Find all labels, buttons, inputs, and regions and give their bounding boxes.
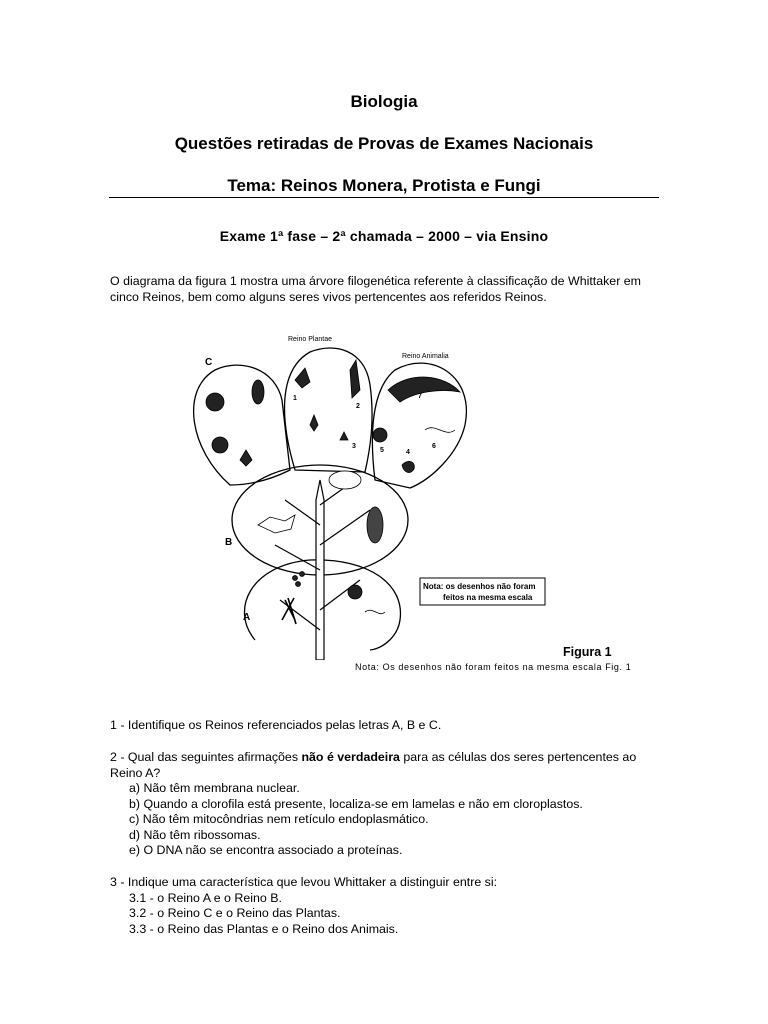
svg-text:1: 1 bbox=[293, 395, 297, 402]
bacteria-colony-icon bbox=[348, 585, 362, 599]
exam-heading: Exame 1ª fase – 2ª chamada – 2000 – via Ensino bbox=[219, 228, 549, 244]
morel-icon bbox=[252, 380, 264, 404]
fungus-cap-icon bbox=[212, 437, 228, 453]
label-animalia: Reino Animalia bbox=[402, 353, 449, 360]
header-divider bbox=[109, 197, 659, 198]
mold-icon bbox=[240, 450, 252, 466]
mushroom-icon bbox=[206, 393, 224, 411]
amoeba-icon bbox=[258, 515, 295, 533]
intro-paragraph: O diagrama da figura 1 mostra uma árvore filogenética referente à classificação de Whittaker em cinco Reinos, bem como alguns seres vivos pertencentes aos referidos Reinos. bbox=[110, 274, 641, 304]
figure-note: Nota: Os desenhos não foram feitos na mesma escala Fig. 1 bbox=[355, 662, 632, 672]
document-subtitle: Questões retiradas de Provas de Exames Nacionais bbox=[174, 134, 594, 153]
kingdom-c-lobe bbox=[194, 365, 290, 485]
leaf-plant-icon bbox=[350, 360, 360, 398]
kingdom-plantae-lobe bbox=[285, 348, 373, 472]
label-b: B bbox=[225, 537, 233, 548]
question-3-3: 3.3 - o Reino das Plantas e o Reino dos Animais. bbox=[129, 921, 399, 936]
question-3-2: 3.2 - o Reino C e o Reino das Plantas. bbox=[129, 906, 341, 921]
svg-text:5: 5 bbox=[380, 447, 384, 454]
fern-icon bbox=[295, 368, 310, 388]
flatworm-icon bbox=[402, 462, 414, 473]
option-c: c) Não têm mitocôndrias nem retículo endoplasmático. bbox=[129, 812, 429, 827]
option-d: d) Não têm ribossomas. bbox=[129, 827, 261, 842]
svg-text:7: 7 bbox=[418, 393, 422, 400]
option-b: b) Quando a clorofila está presente, localiza-se em lamelas e não em cloroplastos. bbox=[129, 796, 583, 811]
document-title: Biologia bbox=[350, 92, 418, 111]
question-1: 1 - Identifique os Reinos referenciados pelas letras A, B e C. bbox=[110, 718, 442, 732]
euglena-icon bbox=[367, 507, 383, 543]
moss-icon bbox=[310, 415, 318, 431]
option-e: e) O DNA não se encontra associado a proteínas. bbox=[129, 843, 403, 858]
figure-caption: Figura 1 bbox=[563, 645, 612, 659]
document-topic: Tema: Reinos Monera, Protista e Fungi bbox=[227, 176, 541, 195]
option-a: a) Não têm membrana nuclear. bbox=[129, 781, 300, 795]
label-a: A bbox=[243, 612, 251, 623]
note-box-line1: Nota: os desenhos não foram bbox=[423, 582, 536, 591]
note-box-line2: feitos na mesma escala bbox=[443, 593, 533, 602]
svg-text:3: 3 bbox=[352, 443, 356, 450]
question-3-1: 3.1 - o Reino A e o Reino B. bbox=[129, 890, 282, 905]
dolphin-icon bbox=[388, 377, 460, 402]
svg-text:2: 2 bbox=[356, 403, 360, 410]
question-3: 3 - Indique uma característica que levou Whittaker a distinguir entre si: bbox=[110, 875, 498, 889]
worm-icon bbox=[425, 428, 455, 433]
label-c: C bbox=[205, 357, 213, 368]
alga-plant-icon bbox=[340, 432, 348, 440]
sea-urchin-icon bbox=[373, 428, 387, 442]
label-plantae: Reino Plantae bbox=[288, 336, 332, 343]
question-2: 2 - Qual das seguintes afirmações não é verdadeira para as células dos seres pertencentes ao Reino A? bbox=[110, 750, 637, 780]
paramecium-icon bbox=[329, 471, 361, 489]
svg-text:6: 6 bbox=[432, 443, 436, 450]
svg-text:4: 4 bbox=[406, 449, 410, 456]
phylogenetic-tree-figure bbox=[170, 330, 640, 660]
bacteria-filament-icon bbox=[365, 610, 385, 613]
bacteria-cluster-icon bbox=[293, 576, 298, 581]
